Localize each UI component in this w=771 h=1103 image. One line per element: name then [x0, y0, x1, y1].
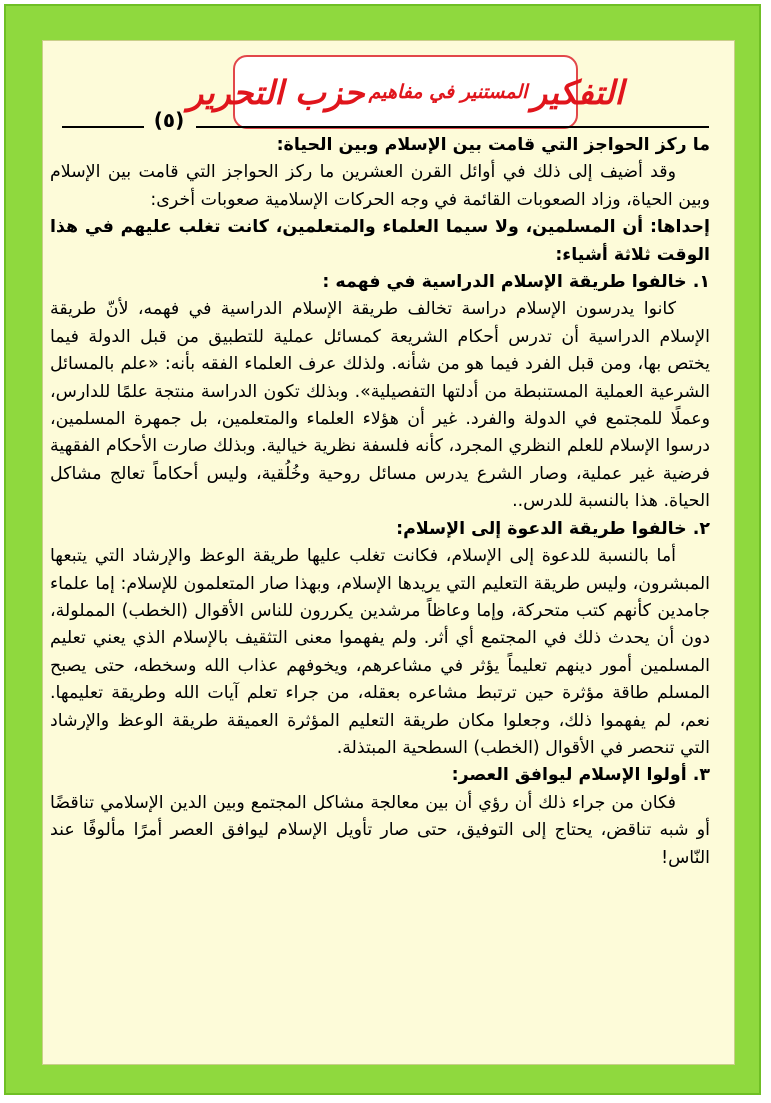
intro-paragraph: وقد أضيف إلى ذلك في أوائل القرن العشرين ما ركز الحواجز التي قامت بين الإسلام وبين الحياة، وزاد الصعوبات القائمة في وجه الحركات الإسلامية صعوبات أخرى:	[50, 162, 710, 210]
article-title: ما ركز الحواجز التي قامت بين الإسلام وبين الحياة:	[276, 135, 710, 155]
page-number: (٥)	[153, 108, 185, 132]
banner-word-thinking: التفكير	[531, 72, 624, 112]
banner-word-party: حزب التحرير	[187, 72, 365, 112]
first-item-paragraph: إحداها: أن المسلمين، ولا سيما العلماء والمتعلمين، كانت تغلب عليهم في هذا الوقت ثلاثة أشياء:	[50, 217, 710, 265]
article-body	[50, 132, 710, 872]
section2-heading: ٢. خالفوا طريقة الدعوة إلى الإسلام:	[396, 518, 710, 539]
divider-left	[62, 126, 144, 128]
title-banner	[187, 55, 624, 129]
section1-heading: ١. خالفوا طريقة الإسلام الدراسية في فهمه :	[322, 272, 710, 293]
section1-body: كانوا يدرسون الإسلام دراسة تخالف طريقة الإسلام الدراسية في فهمه، لأنّ طريقة الإسلام الدراسية أن تدرس أحكام الشريعة كمسائل عملية للتطبيق من قبل الدولة فيما يختص بها، ومن قبل الفرد فيما هو من شأنه. ولذلك عرف العلماء الفقه بأنه: «علم بالمسائل الشرعية العملية المستنبطة من أدلتها التفصيلية». وبذلك تكون الدراسة منتجة علمًا للدارس، وعملًا للمجتمع في الدولة والفرد. غير أن هؤلاء العلماء والمتعلمين، بل جمهرة المسلمين، درسوا الإسلام للعلم النظري المجرد، كأنه فلسفة نظرية خيالية. وبذلك صارت الأحكام الفقهية فرضية غير عملية، وصار الشرع يدرس مسائل روحية وخُلُقية، وليس أحكاماً تعالج مشاكل الحياة. هذا بالنسبة للدرس..	[50, 299, 710, 512]
banner-word-enlightened: المستنير في مفاهيم	[368, 81, 528, 103]
section3-body: فكان من جراء ذلك أن رؤي أن بين معالجة مشاكل المجتمع وبين الدين الإسلامي تناقضًا أو شبه تناقض، يحتاج إلى التوفيق، حتى صار تأويل الإسلام ليوافق العصر أمرًا مألوفًا عند النّاس!	[50, 792, 710, 868]
section3-heading: ٣. أولوا الإسلام ليوافق العصر:	[451, 765, 710, 786]
section2-body: أما بالنسبة للدعوة إلى الإسلام، فكانت تغلب عليها طريقة الوعظ والإرشاد التي يتبعها المبشرون، وليس طريقة التعليم التي يريدها الإسلام، وبهذا صار المتعلمون للإسلام: إما علماء جامدين كأنهم كتب متحركة، وإما وعاظاً مرشدين يكررون للناس الأقوال (الخطب) المملولة، دون أن يحدث ذلك في المجتمع أي أثر. ولم يفهموا معنى التثقيف بالإسلام الذي يعني تعليم المسلمين أمور دينهم تعليماً يؤثر في مشاعرهم، ويخوفهم عذاب الله وسخطه، حتى يصبح المسلم طاقة مؤثرة حين ترتبط مشاعره بعقله، من جراء تعلم آيات الله وطريقة تعليمها. نعم، لم يفهموا ذلك، وجعلوا مكان طريقة التعليم المؤثرة العميقة طريقة الوعظ والإرشاد التي تنحصر في الأقوال (الخطب) السطحية المبتذلة.	[50, 546, 710, 758]
divider-right	[196, 126, 709, 128]
